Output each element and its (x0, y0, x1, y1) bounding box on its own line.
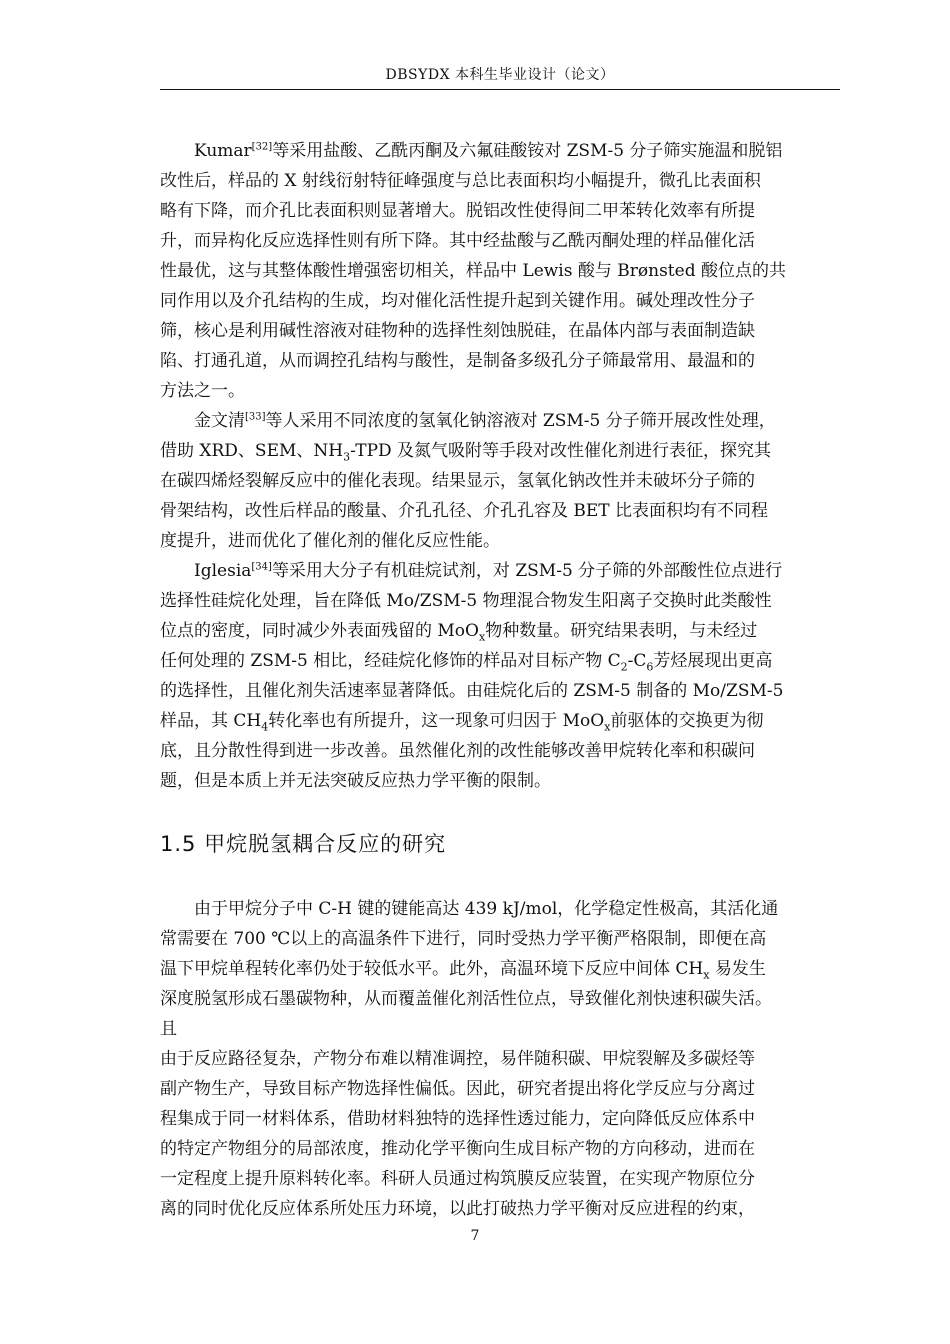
header-divider (160, 89, 840, 90)
page-header: DBSYDX 本科生毕业设计（论文） (385, 67, 615, 83)
text-run: 样品，其 CH (160, 711, 262, 731)
paragraph-1-line: 筛，核心是利用碱性溶液对硅物种的选择性刻蚀脱硅，在晶体内部与表面制造缺 (160, 321, 755, 341)
citation: [32] (251, 141, 273, 153)
paragraph-1-line: 同作用以及介孔结构的生成，均对催化活性提升起到关键作用。碱处理改性分子 (160, 291, 755, 311)
paragraph-4-line: 一定程度上提升原料转化率。科研人员通过构筑膜反应装置，在实现产物原位分 (160, 1169, 755, 1189)
paragraph-1-line: 方法之一。 (160, 381, 245, 401)
paragraph-2-line (160, 410, 840, 432)
text-run: -C (627, 651, 647, 671)
subscript: x (478, 630, 486, 644)
paragraph-2-line: 在碳四烯烃裂解反应中的催化表现。结果显示，氢氧化钠改性并未破坏分子筛的 (160, 471, 755, 491)
paragraph-4-line: 深度脱氢形成石墨碳物种，从而覆盖催化剂活性位点，导致催化剂快速积碳失活。 (160, 989, 772, 1009)
citation: [34] (251, 561, 272, 573)
subscript: 2 (620, 660, 628, 674)
text-run: 转化率也有所提升，这一现象可归因于 MoO (268, 711, 605, 731)
paragraph-1-line: 略有下降，而介孔比表面积则显著增大。脱铝改性使得间二甲苯转化效率有所提 (160, 201, 755, 221)
paragraph-4-line: 且 (160, 1019, 177, 1039)
text-run: -TPD 及氮气吸附等手段对改性催化剂进行表征，探究其 (350, 441, 772, 461)
text-run: 借助 XRD、SEM、NH (160, 441, 344, 461)
paragraph-1-line: 陷、打通孔道，从而调控孔结构与酸性，是制备多级孔分子筛最常用、最温和的 (160, 351, 755, 371)
text-run: 位点的密度，同时减少外表面残留的 MoO (160, 621, 479, 641)
paragraph-1-line (160, 140, 840, 162)
text-run: 前驱体的交换更为彻 (610, 711, 764, 731)
text-run: 等采用大分子有机硅烷试剂，对 ZSM-5 分子筛的外部酸性位点进行 (271, 561, 783, 581)
paragraph-3-line: 题，但是本质上并无法突破反应热力学平衡的限制。 (160, 771, 551, 791)
subscript: 3 (343, 450, 351, 464)
subscript: x (703, 968, 710, 982)
paragraph-4-line: 离的同时优化反应体系所处压力环境，以此打破热力学平衡对反应进程的约束， (160, 1199, 755, 1219)
paragraph-2-line: 骨架结构，改性后样品的酸量、介孔孔径、介孔孔容及 BET 比表面积均有不同程 (160, 501, 769, 521)
author-name: Kumar (194, 141, 252, 161)
text-run: 等人采用不同浓度的氢氧化钠溶液对 ZSM-5 分子筛开展改性处理， (265, 411, 776, 431)
author-name: 金文清 (194, 411, 245, 431)
paragraph-1-line: 改性后，样品的 X 射线衍射特征峰强度与总比表面积均小幅提升，微孔比表面积 (160, 171, 761, 191)
paragraph-1-line: 性最优，这与其整体酸性增强密切相关，样品中 Lewis 酸与 Brønsted 酸位点的共 (160, 261, 786, 281)
paragraph-4-line: 由于反应路径复杂，产物分布难以精准调控，易伴随积碳、甲烷裂解及多碳烃等 (160, 1049, 755, 1069)
paragraph-4-line: 副产物生产，导致目标产物选择性偏低。因此，研究者提出将化学反应与分离过 (160, 1079, 755, 1099)
paragraph-4-line: 由于甲烷分子中 C-H 键的键能高达 439 kJ/mol，化学稳定性极高，其活化通 (194, 899, 779, 919)
paragraph-3-line: 选择性硅烷化处理，旨在降低 Mo/ZSM-5 物理混合物发生阳离子交换时此类酸性 (160, 591, 772, 611)
paragraph-3-line (160, 620, 840, 642)
paragraph-4-line: 常需要在 700 ℃以上的高温条件下进行，同时受热力学平衡严格限制，即便在高 (160, 929, 767, 949)
text-run: 任何处理的 ZSM-5 相比，经硅烷化修饰的样品对目标产物 C (160, 651, 621, 671)
text-run: 易发生 (709, 959, 766, 979)
paragraph-3-line (160, 560, 840, 582)
paragraph-4-line: 程集成于同一材料体系，借助材料独特的选择性透过能力，定向降低反应体系中 (160, 1109, 755, 1129)
text-run: 等采用盐酸、乙酰丙酮及六氟硅酸铵对 ZSM-5 分子筛实施温和脱铝 (272, 141, 783, 161)
paragraph-3-line (160, 650, 840, 672)
paragraph-2-line: 度提升，进而优化了催化剂的催化反应性能。 (160, 531, 500, 551)
text-run: 温下甲烷单程转化率仍处于较低水平。此外，高温环境下反应中间体 CH (160, 959, 704, 979)
paragraph-1-line: 升，而异构化反应选择性则有所下降。其中经盐酸与乙酰丙酮处理的样品催化活 (160, 231, 755, 251)
page-number: 7 (470, 1228, 480, 1244)
paragraph-3-line: 底，且分散性得到进一步改善。虽然催化剂的改性能够改善甲烷转化率和积碳问 (160, 741, 755, 761)
text-run: 物种数量。研究结果表明，与未经过 (485, 621, 758, 641)
author-name: Iglesia (194, 561, 252, 581)
paragraph-3-line (160, 710, 840, 732)
text-run: 芳烃展现出更高 (653, 651, 773, 671)
paragraph-2-line (160, 440, 840, 462)
citation: [33] (245, 411, 266, 423)
section-heading: 1.5 甲烷脱氢耦合反应的研究 (160, 832, 447, 856)
paragraph-3-line: 的选择性，且催化剂失活速率显著降低。由硅烷化后的 ZSM-5 制备的 Mo/ZSM-5 (160, 681, 784, 701)
paragraph-4-line: 的特定产物组分的局部浓度，推动化学平衡向生成目标产物的方向移动，进而在 (160, 1139, 755, 1159)
subscript: 6 (646, 660, 654, 674)
subscript: x (604, 720, 611, 734)
subscript: 4 (261, 720, 269, 734)
paragraph-4-line (160, 958, 840, 980)
